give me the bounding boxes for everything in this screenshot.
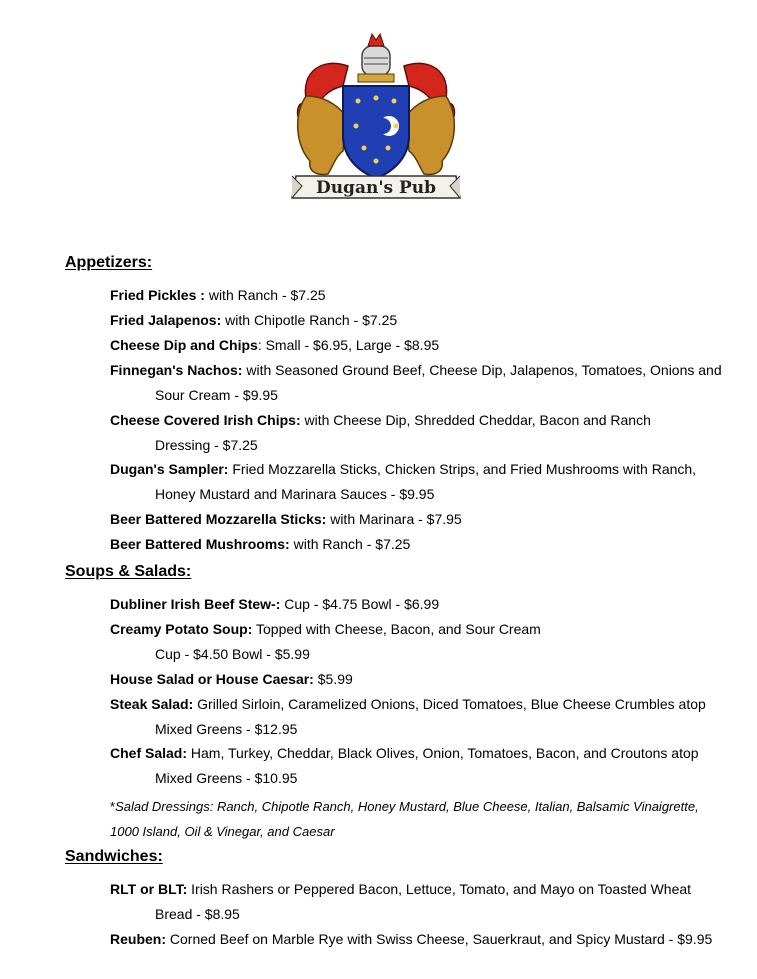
menu-item: Dugan's Sampler: Fried Mozzarella Sticks, Chicken Strips, and Fried Mushrooms with Ranch, Honey Mustard and Marinara Sauces - $9.95 [110, 461, 697, 502]
dugans-pub-crest-logo [288, 26, 464, 210]
salad-dressings-note: *Salad Dressings: Ranch, Chipotle Ranch, Honey Mustard, Blue Cheese, Italian, Balsamic Vinaigrette, 1000 Island, Oil & Vinegar, and Caesar [110, 799, 699, 839]
menu-item: Dubliner Irish Beef Stew-: Cup - $4.75 Bowl - $6.99 [110, 596, 440, 612]
menu-item: Cheese Covered Irish Chips: with Cheese Dip, Shredded Cheddar, Bacon and Ranch Dressing - $7.25 [110, 412, 651, 453]
menu-item: Chef Salad: Ham, Turkey, Cheddar, Black Olives, Onion, Tomatoes, Bacon, and Croutons atop Mixed Greens - $10.95 [110, 745, 699, 786]
menu-item: Fried Jalapenos: with Chipotle Ranch - $7.25 [110, 312, 398, 328]
section-heading-sandwiches: Sandwiches: [65, 848, 163, 865]
section-heading-soups-salads: Soups & Salads: [65, 563, 192, 580]
menu-item: Beer Battered Mozzarella Sticks: with Marinara - $7.95 [110, 511, 462, 527]
menu-item: Beer Battered Mushrooms: with Ranch - $7.25 [110, 536, 411, 552]
menu-item: Finnegan's Nachos: with Seasoned Ground Beef, Cheese Dip, Jalapenos, Tomatoes, Onions and Sour Cream - $9.95 [110, 362, 722, 403]
section-heading-appetizers: Appetizers: [65, 254, 153, 271]
menu-item: Cheese Dip and Chips: Small - $6.95, Large - $8.95 [110, 337, 440, 353]
menu-item: Creamy Potato Soup: Topped with Cheese, Bacon, and Sour Cream Cup - $4.50 Bowl - $5.99 [110, 621, 541, 662]
menu-item: Reuben: Corned Beef on Marble Rye with Swiss Cheese, Sauerkraut, and Spicy Mustard - $9.95 [110, 931, 713, 947]
menu-item: RLT or BLT: Irish Rashers or Peppered Bacon, Lettuce, Tomato, and Mayo on Toasted Wheat Bread - $8.95 [110, 881, 692, 922]
menu-item: House Salad or House Caesar: $5.99 [110, 671, 353, 687]
menu-item: Steak Salad: Grilled Sirloin, Caramelized Onions, Diced Tomatoes, Blue Cheese Crumbles atop Mixed Greens - $12.95 [110, 696, 706, 737]
logo-banner-text: Dugan's Pub [315, 178, 437, 198]
menu-item: Fried Pickles : with Ranch - $7.25 [110, 287, 326, 303]
